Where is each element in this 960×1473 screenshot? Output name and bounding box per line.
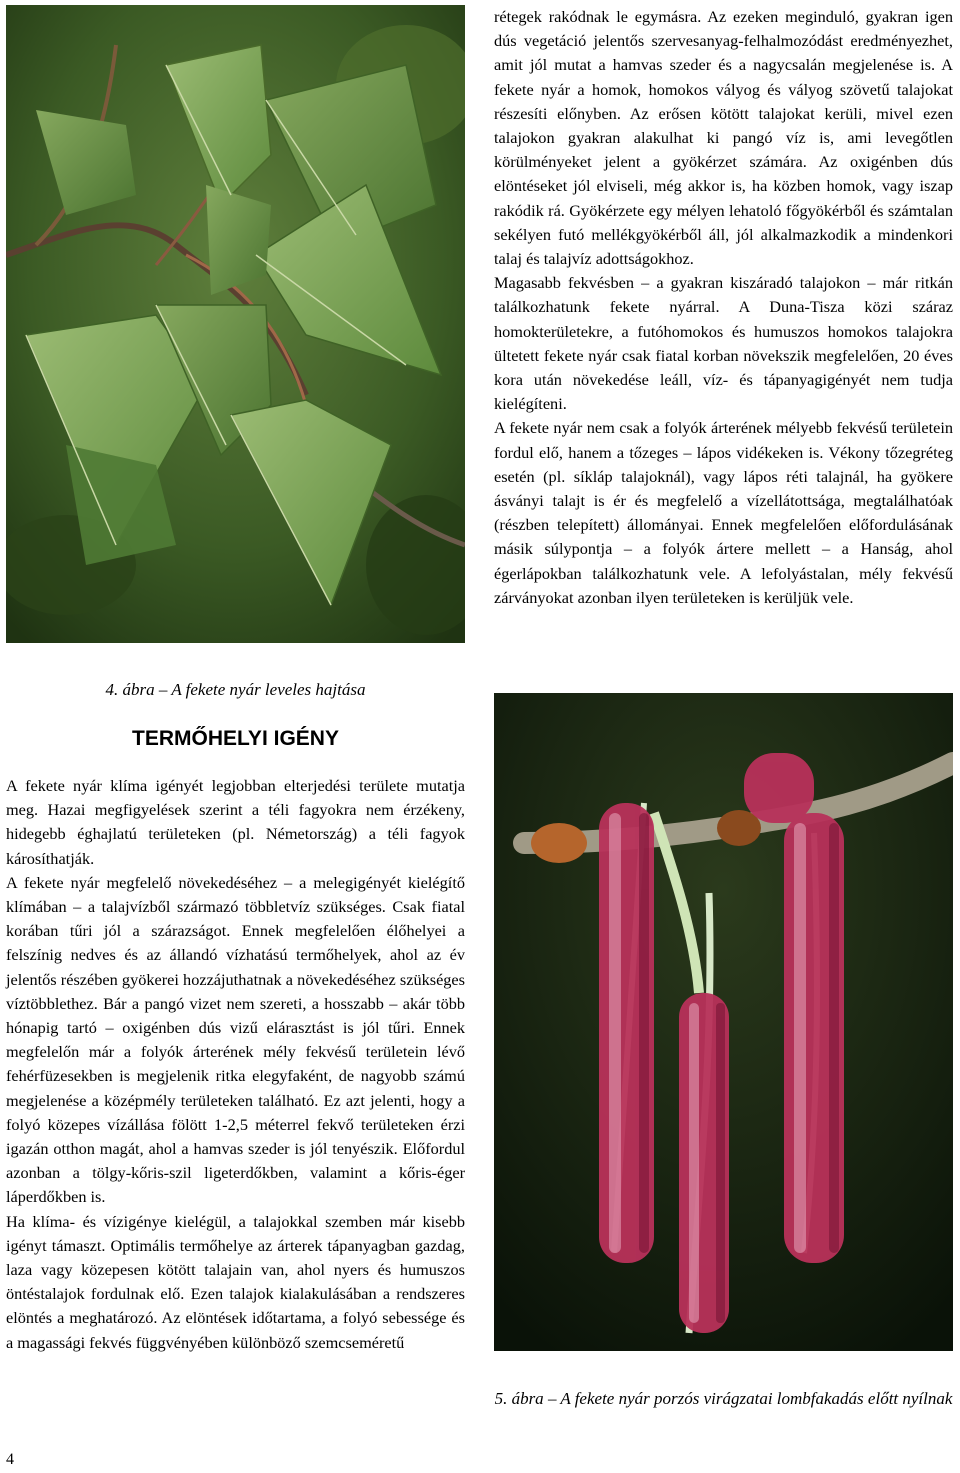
figure-caption-text: – A fekete nyár leveles hajtása bbox=[154, 680, 366, 699]
page-number: 4 bbox=[6, 1451, 14, 1468]
body-paragraph: rétegek rakódnak le egymásra. Az ezeken meginduló, gyakran igen dús vegetáció jelentős szervesanyag-felhalmozódást eredményezhet, amit jól mutat a hamvas szeder és a nagycsalán megjelenése is. A fekete nyár a homok, homokos vályog és vályog szövetű talajokat részesíti előnyben. Az erősen kötött talajokat kerüli, mivel ezen talajokon gyakran alakulhat ki pangó víz is, ami levegőtlen körülményeket jelent a gyökérzet számára. Az oxigénben dús elöntéseket jól elviseli, még akkor is, ha közben homok, vagy iszap rakódik rá. Gyökérzete egy mélyen lehatoló főgyökérből és számtalan sekélyen futó mellékgyökérből áll, jól alkalmazkodik a mindenkori talaj és talajvíz adottságokhoz. bbox=[494, 7, 953, 269]
figure-leafy-shoot-photo bbox=[6, 5, 465, 643]
figure-label: 5. ábra bbox=[494, 1389, 544, 1408]
body-paragraph: Ha klíma- és vízigénye kielégül, a talajokkal szemben már kisebb igényt támaszt. Optimális termőhelye az árterek tápanyagban gazdag, laza vagy közepesen kötött talajain van, ahol nyers és humuszos öntéstalajok fordulnak elő. Ezen talajok kialakulásában a rendszeres elöntés a meghatározó. Az elöntések időtartama, a folyó sebessége és a magassági fekvés függvényében különböző szemcseméretű bbox=[6, 1211, 465, 1352]
body-paragraph: A fekete nyár klíma igényét legjobban elterjedési területe mutatja meg. Hazai megfigyelések szerint a téli fagyokra nem érzékeny, hidegebb éghajlatú területeken (pl. Németország) a téli fagyok károsíthatják. bbox=[6, 776, 465, 868]
right-text-column bbox=[494, 5, 953, 610]
figure-label: 4. ábra bbox=[105, 680, 155, 699]
catkins-illustration bbox=[494, 693, 953, 1351]
left-text-column bbox=[6, 774, 465, 1355]
body-paragraph: A fekete nyár nem csak a folyók árterének mélyebb fekvésű területein fordul elő, hanem a tőzeges – lápos vidékeken is. Vékony tőzegréteg esetén (pl. síkláp talajoknál), vagy lápos réti talajnál, ha gyökere ásványi talajt is ér és megfelelő a vízellátottsága, megtalálhatóak (részben telepített) állományai. Ennek megfelelően előfordulásának másik súlypontja – a folyók ártere mellett – a Hanság, ahol égerlápokban találkozhatunk vele. A lefolyástalan, mély fekvésű zárványokat azonban ilyen területeken is kerüljük vele. bbox=[494, 418, 953, 607]
body-paragraph: Magasabb fekvésben – a gyakran kiszáradó talajokon – már ritkán találkozhatunk fekete nyárral. A Duna-Tisza közi száraz homokterületekre, a futóhomokos és humuszos homokos talajokra ültetett fekete nyár csak fiatal korban növekszik megfelelően, 20 éves kora után növekedése leáll, víz- és tápanyagigényét nem tudja kielégíteni. bbox=[494, 273, 953, 414]
figure-caption-5 bbox=[494, 1388, 953, 1410]
figure-caption-text: – A fekete nyár porzós virágzatai lombfakadás előtt nyílnak bbox=[543, 1389, 953, 1408]
leafy-shoot-illustration bbox=[6, 5, 465, 643]
figure-caption-4 bbox=[6, 679, 465, 701]
body-paragraph: A fekete nyár megfelelő növekedéséhez – a melegigényét kielégítő klímában – a talajvízből származó többletvíz szükséges. Csak fiatal korában tűri jól a szárazságot. Ennek megfelelően élőhelyei a felszínig nedves és az állandó vízhatású termőhelyek, ahol az év jelentős részében gyökerei hozzájuthatnak a növekedéséhez szükséges víztöbblethez. Bár a pangó vizet nem szereti, a hosszabb – akár több hónapig tartó – oxigénben dús vizű elárasztást is jól tűri. Ennek megfelelőn már a folyók árterének mély fekvésű területein lévő fehérfüzesekben is megjelenik ritka elegyfaként, de nagyobb számú megjelenése a középmély területeken található. Ez azt jelenti, hogy a folyó közepes vízállása fölött 1-2,5 méterrel fekvő területeken érzi igazán otthon magát, ahol a hamvas szeder is jól tenyészik. Előfordul azonban a tölgy-kőris-szil ligeterdőkben, valamint a kőris-éger láperdőkben is. bbox=[6, 872, 465, 1207]
section-heading: TERMŐHELYI IGÉNY bbox=[132, 727, 339, 750]
figure-catkins-photo bbox=[494, 693, 953, 1351]
